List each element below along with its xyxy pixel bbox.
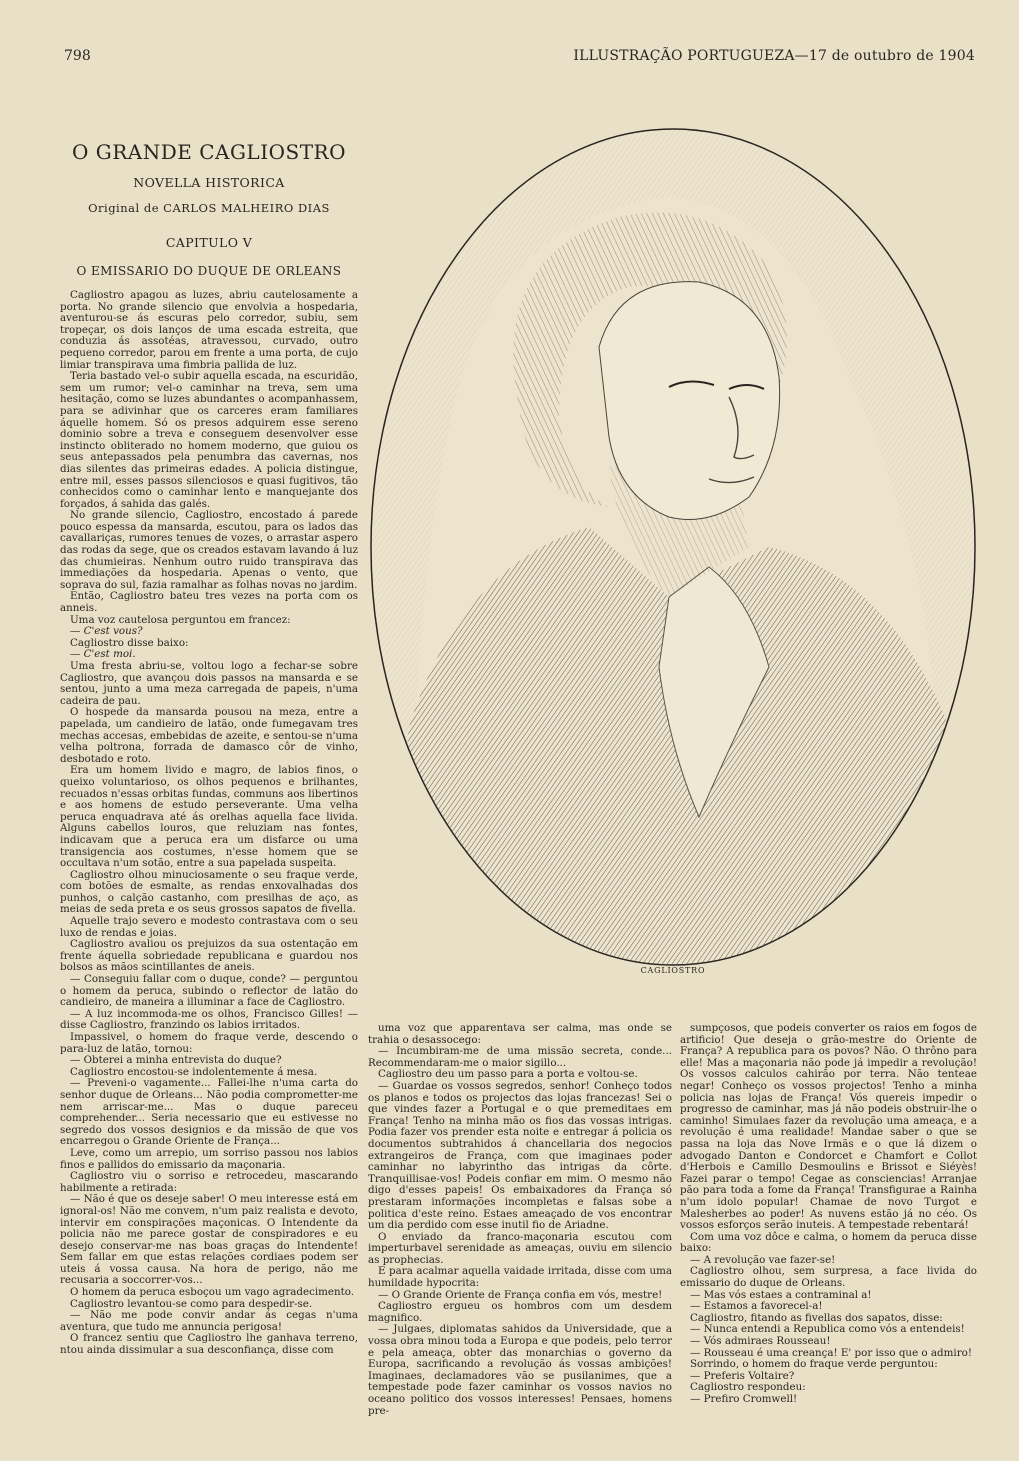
paragraph: O francez sentiu que Cagliostro lhe ganhava terreno, ntou ainda dissimular a sua desconfiança, disse com bbox=[60, 1332, 358, 1357]
paragraph: sumpçosos, que podeis converter os raios em fogos de artificio! Que deseja o grão-mestre do Oriente de França? A republica para os povos? Não. O thrôno para elle! Mas a maçonaria não pode já impedir a revolução! Os vossos calculos cahirão por terra. Não tenteae negar! Conheço os vossos projectos! Tenho a minha policia nas lojas de França! Vós quereis impedir o progresso de caminhar, mas já não podeis obstruir-lhe o caminho! Simulaes fazer da revolução uma ameaça, e a revolução é uma realidade! Mandae saber o que se passa na loja das Nove Irmãs e o que lá dizem o advogado Danton e Condorcet e Chamfort e Collot d'Herbois e Camillo Desmoulins e Brissot e Siéyès! Fazei parar o tempo! Cegae as consciencias! Arranjae pão para toda a fome da França! Transfigurae a Rainha n'um idolo popular! Chamae de novo Turgot e Malesherbes ao poder! As nuvens estão já no céo. Os vossos esforços serão inuteis. A tempestade rebentará! bbox=[680, 1022, 977, 1232]
article-subtitle: NOVELLA HISTORICA bbox=[133, 175, 285, 190]
paragraph: Era um homem livido e magro, de labios finos, o queixo voluntarioso, os olhos pequenos e brilhantes, recuados n'essas orbitas fundas, communs aos libertinos e aos homens de estudo perseverante. Uma velha peruca enquadrava até ás orelhas aquella face livida. Alguns cabellos louros, que reluziam nas fontes, indicavam que a peruca era um disfarce ou uma transigencia aos costumes, n'esse homem que se occultava n'um sotão, entre a sua papelada suspeita. bbox=[60, 764, 358, 870]
paragraph: Cagliostro viu o sorriso e retrocedeu, mascarando habilmente a retirada: bbox=[60, 1170, 358, 1194]
paragraph: Com uma voz dôce e calma, o homem da peruca disse baixo: bbox=[680, 1230, 977, 1255]
paragraph: — Conseguiu fallar com o duque, conde? — perguntou o homem da peruca, subindo o reflector de latão do candieiro, de maneira a illuminar a face de Cagliostro. bbox=[60, 973, 358, 1009]
article-title: O GRANDE CAGLIOSTRO bbox=[71, 140, 347, 164]
paragraph: Cagliostro, fitando as fivellas dos sapatos, disse: bbox=[690, 1311, 943, 1324]
paragraph: — Não me pode convir andar ás cegas n'uma aventura, que tudo me annuncia perigosa! bbox=[60, 1309, 358, 1333]
paragraph: — C'est vous? bbox=[70, 625, 143, 638]
paragraph: Aquelle trajo severo e modesto contrastava com o seu luxo de rendas e joias. bbox=[60, 915, 358, 939]
paragraph: — Mas vós estaes a contraminal a! bbox=[690, 1288, 872, 1301]
paragraph: Cagliostro olhou, sem surpresa, a face livida do emissario do duque de Orleans. bbox=[680, 1265, 977, 1290]
paragraph: O homem da peruca esboçou um vago agradecimento. bbox=[70, 1286, 355, 1299]
paragraph: Teria bastado vel-o subir aquella escada, na escuridão, sem um rumor; vel-o caminhar na treva, sem uma hesitação, como se luzes abundantes o acompanhassem, para se adivinhar que os carceres eram familiares áquelle homem. Só os presos adquirem esse sereno dominio sobre a treva e conseguem desenvolver esse instincto obliterado no homem moderno, que guiou os seus antepassados pela penumbra das cavernas, nos dias silentes das primeiras edades. A policia distingue, entre mil, esses passos silenciosos e quasi fugitivos, tão conhecidos como o caminhar lento e manquejante dos forçados, á sahida das galés. bbox=[60, 370, 358, 510]
paragraph: Uma fresta abriu-se, voltou logo a fechar-se sobre Cagliostro, que avançou dois passos na mansarda e se sentou, junto a uma meza carregada de papeis, n'uma cadeira de pau. bbox=[60, 660, 358, 707]
chapter-title: O EMISSARIO DO DUQUE DE ORLEANS bbox=[76, 264, 342, 278]
paragraph: — Estamos a favorecel-a! bbox=[690, 1300, 823, 1313]
paragraph: — Preferis Voltaire? bbox=[690, 1369, 795, 1382]
paragraph: — Guardae os vossos segredos, senhor! Conheço todos os planos e todos os projectos das lojas francezas! Sei o que vindes fazer a Portugal e o que premeditaes em França! Tenho na minha mão os fios das vossas intrigas. Podia fazer vos prender esta noite e entregar á policia os documentos subtrahidos á chancellaria dos negocios extrangeiros de França, com que imaginaes poder caminhar no labyrintho das intrigas da côrte. Tranquillisae-vos! Podeis confiar em mim. O mesmo não digo d'esses papeis! Os embaixadores da França só prestaram informações incompletas e falsas sobe a politica d'este reino. Estaes ameaçado de vos encontrar um dia perdido com esse inutil fio de Ariadne. bbox=[368, 1079, 672, 1232]
paragraph: O hospede da mansarda pousou na meza, entre a papelada, um candieiro de latão, onde fumegavam tres mechas accesas, embebidas de azeite, e sentou-se n'uma velha poltrona, forrada de damasco côr de vinho, desbotado e roto. bbox=[60, 706, 358, 765]
article-heading bbox=[60, 140, 358, 278]
paragraph: — Prefiro Cromwell! bbox=[690, 1393, 798, 1405]
paragraph: Sorrindo, o homem do fraque verde perguntou: bbox=[690, 1358, 938, 1371]
paragraph: Cagliostro ergueu os hombros com um desdem magnifico. bbox=[368, 1300, 672, 1324]
text-column-right bbox=[680, 1023, 977, 1406]
portrait-illustration bbox=[369, 127, 977, 967]
paragraph: No grande silencio, Cagliostro, encostado á parede pouco espessa da mansarda, escutou, para os lados das cavallariças, rumores tenues de vozes, o arrastar aspero das rodas da sege, que os creados estavam lavando á luz das chumieiras. Nenhum outro ruido transpirava das immediações da hospedaria. Apenas o vento, que soprava do sul, fazia ramalhar as folhas novas no jardim. bbox=[60, 509, 358, 591]
page-number: 798 bbox=[64, 48, 91, 64]
paragraph: Uma voz cautelosa perguntou em francez: bbox=[70, 613, 291, 626]
chapter-heading: CAPITULO V bbox=[165, 235, 253, 250]
paragraph: — Preveni-o vagamente... Fallei-lhe n'uma carta do senhor duque de Orleans... Não podia comprometter-me nem arriscar-me... Mas o duque pareceu comprehender... Seria necessario que eu estivesse no segredo dos vossos designios e da missão de que vos encarregou o Grande Oriente de França... bbox=[60, 1077, 358, 1148]
paragraph: — O Grande Oriente de França confia em vós, mestre! bbox=[378, 1288, 663, 1301]
paragraph: Cagliostro apagou as luzes, abriu cautelosamente a porta. No grande silencio que envolvia a hospedaria, aventurou-se ás escuras pelo corredor, subiu, sem tropeçar, os dois lanços de uma escada estreita, que conduzia ás assotéas, atravessou, curvado, outro pequeno corredor, parou em frente a uma porta, de cujo limiar transpirava uma fimbria pallida de luz. bbox=[60, 289, 358, 371]
paragraph: O enviado da franco-maçonaria escutou com imperturbavel serenidade as ameaças, ouviu em silencio as prophecias. bbox=[368, 1230, 672, 1266]
paragraph: Cagliostro deu um passo para a porta e voltou-se. bbox=[378, 1068, 638, 1081]
paragraph: Cagliostro avaliou os prejuizos da sua ostentação em frente áquella sobriedade republicana e guardou nos bolsos as mãos scintillantes de aneis. bbox=[60, 938, 358, 974]
text-column-left bbox=[60, 290, 358, 1357]
text-column-middle bbox=[368, 1023, 672, 1417]
paragraph: Cagliostro disse baixo: bbox=[70, 636, 189, 649]
paragraph: — Julgaes, diplomatas sahidos da Universidade, que a vossa obra minou toda a Europa e que podeis, pelo terror e pela ameaça, obter das monarchias o governo da Europa, sacrificando a revolução ás vossas ambições! Imaginaes, declamadores vão se pusilanimes, que a tempestade pode fazer caminhar os vossos navios no oceano politico dos vossos interesses! Pensaes, homens pre- bbox=[368, 1323, 672, 1417]
paragraph: Leve, como um arrepio, um sorriso passou nos labios finos e pallidos do emissario da maçonaria. bbox=[60, 1146, 358, 1171]
paragraph: — Rousseau é uma creança! E' por isso que o admiro! bbox=[690, 1346, 972, 1359]
paragraph: Cagliostro levantou-se como para despedir-se. bbox=[70, 1297, 313, 1310]
paragraph: uma voz que apparentava ser calma, mas onde se trahia o desassocego: bbox=[368, 1022, 672, 1046]
paragraph: — Vós admiraes Rousseau! bbox=[690, 1335, 831, 1348]
paragraph: — Nunca entendi a Republica como vós a entendeis! bbox=[690, 1323, 965, 1336]
paragraph: — C'est moi. bbox=[70, 648, 136, 661]
portrait-caption: CAGLIOSTRO bbox=[640, 966, 706, 975]
paragraph: Cagliostro olhou minuciosamente o seu fraque verde, com botões de esmalte, as rendas enxovalhadas dos punhos, o calção castanho, com presilhas de aço, as meias de seda preta e os seus grossos sapatos de fivella. bbox=[60, 868, 358, 916]
paragraph: — Obterei a minha entrevista do duque? bbox=[70, 1054, 282, 1067]
paragraph: — A luz incommoda-me os olhos, Francisco Gilles! — disse Cagliostro, franzindo os labios irritados. bbox=[60, 1007, 358, 1032]
paragraph: — A revolução vae fazer-se! bbox=[690, 1253, 836, 1266]
paragraph: — Incumbiram-me de uma missão secreta, conde... Recommendaram-me o maior sigillo... bbox=[368, 1045, 672, 1069]
paragraph: — Não é que os deseje saber! O meu interesse está em ignoral-os! Não me convem, n'um paiz realista e devoto, intervir em conspirações maçonicas. O Intendente da policia não me parece gostar de conspiradores e eu desejo conservar-me nas boas graças do Intendente! Sem fallar em que estas relações cordiaes podem ser uteis á vossa causa. Na hora de perigo, não me recusaria a soccorrer-vos... bbox=[60, 1193, 358, 1287]
paragraph: Cagliostro respondeu: bbox=[690, 1381, 806, 1394]
article-byline: Original de CARLOS MALHEIRO DIAS bbox=[88, 201, 330, 215]
paragraph: E para acalmar aquella vaidade irritada, disse com uma humildade hypocrita: bbox=[368, 1265, 672, 1290]
running-head: ILLUSTRAÇÃO PORTUGUEZA—17 de outubro de 1904 bbox=[573, 48, 975, 64]
paragraph: Impassivel, o homem do fraque verde, descendo o para-luz de latão, tornou: bbox=[60, 1031, 358, 1055]
paragraph: Então, Cagliostro bateu tres vezes na porta com os anneis. bbox=[60, 590, 358, 615]
paragraph: Cagliostro encostou-se indolentemente á mesa. bbox=[70, 1065, 318, 1078]
